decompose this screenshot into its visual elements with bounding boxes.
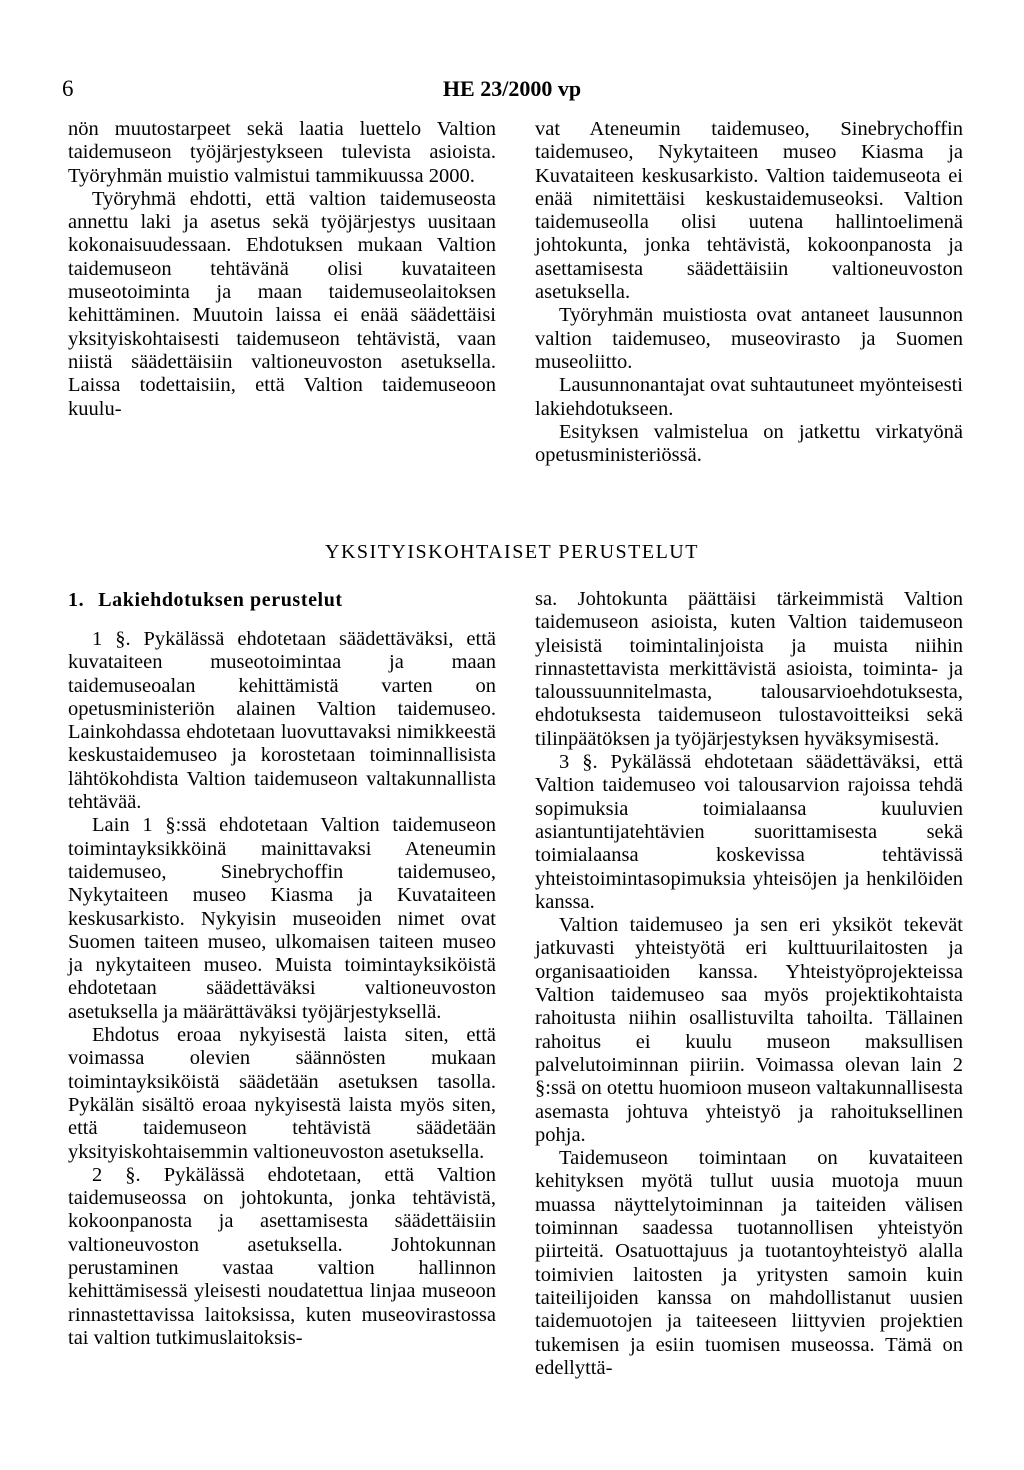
paragraph: Taidemuseon toimintaan on kuvataiteen kehityksen myötä tullut uusia muotoja muun muassa näyttelytoiminnan ja taiteiden välisen toiminnan saadessa tuotannollisen yhteistyön piirteitä. Osatuottajuus ja tuotantoyhteistyö alalla toimivien laitosten ja yritysten samoin kuin taiteilijoiden kanssa on mahdollistanut uusien taidemuotojen ja taiteeseen liittyvien projektien tukemisen ja esiin tuomisen museossa. Tämä on edellyttä- [535, 1147, 963, 1379]
bottom-left-column [68, 588, 496, 1350]
paragraph: Työryhmän muistiosta ovat antaneet lausunnon valtion taidemuseo, museovirasto ja Suomen museoliitto. [535, 304, 963, 373]
paragraph: 1 §. Pykälässä ehdotetaan säädettäväksi, että kuvataiteen museotoimintaa ja maan taidemuseoalan kehittämistä varten on opetusministeriön alainen Valtion taidemuseo. Lainkohdassa ehdotetaan luovuttavaksi nimikkeestä keskustaidemuseo ja korostetaan toiminnallisista lähtökohdista Valtion taidemuseon valtakunnallista tehtävää. [68, 628, 496, 814]
paragraph: nön muutostarpeet sekä laatia luettelo Valtion taidemuseon työjärjestykseen tulevista asioista. Työryhmän muistio valmistui tammikuussa 2000. [68, 118, 496, 187]
subsection-number: 1. [68, 589, 85, 611]
top-left-column [68, 118, 496, 421]
page-number: 6 [62, 76, 74, 101]
paragraph: 3 §. Pykälässä ehdotetaan säädettäväksi, että Valtion taidemuseo voi talousarvion rajoissa tehdä sopimuksia toimialaansa kuuluvien asiantuntijatehtävien suorittamisesta sekä toimialaansa koskevissa tehtävissä yhteistoimintasopimuksia yhteisöjen ja henkilöiden kanssa. [535, 751, 963, 913]
paragraph: Valtion taidemuseo ja sen eri yksiköt tekevät jatkuvasti yhteistyötä eri kulttuurilaitosten ja organisaatioiden kanssa. Yhteistyöprojekteissa Valtion taidemuseo saa myös projektikohtaista rahoitusta niihin osallistuvilta tahoilta. Tällainen rahoitus ei kuulu museon maksullisen palvelutoiminnan piiriin. Voimassa olevan lain 2 §:ssä on otettu huomioon museon valtakunnallisesta asemasta johtuva yhteistyö ja rahoituksellinen pohja. [535, 914, 963, 1146]
paragraph: Esityksen valmistelua on jatkettu virkatyönä opetusministeriössä. [535, 420, 963, 467]
paragraph: sa. Johtokunta päättäisi tärkeimmistä Valtion taidemuseon asioista, kuten Valtion taidemuseon yleisistä toimintalinjoista ja muista niihin rinnastettavista merkittävistä asioista, toiminta- ja taloussuunnitelmasta, talousarvioehdotuksesta, ehdotuksesta taidemuseon tulostavoitteiksi sekä tilinpäätöksen ja työjärjestyksen hyväksymisestä. [535, 588, 963, 750]
subsection-heading [68, 588, 496, 612]
paragraph: Lain 1 §:ssä ehdotetaan Valtion taidemuseon toimintayksikköinä mainittavaksi Ateneumin taidemuseo, Sinebrychoffin taidemuseo, Nykytaiteen museo Kiasma ja Kuvataiteen keskusarkisto. Nykyisin museoiden nimet ovat Suomen taiteen museo, ulkomaisen taiteen museo ja nykytaiteen museo. Muista toimintayksiköistä ehdotetaan säädettäväksi valtioneuvoston asetuksella ja määrättäväksi työjärjestyksellä. [68, 814, 496, 1023]
document-id: HE 23/2000 vp [442, 76, 582, 101]
bottom-right-column [535, 588, 963, 1380]
paragraph: Työryhmä ehdotti, että valtion taidemuseosta annettu laki ja asetus sekä työjärjestys uusitaan kokonaisuudessaan. Ehdotuksen mukaan Valtion taidemuseon tehtävänä olisi kuvataiteen museotoiminta ja maan taidemuseolaitoksen kehittäminen. Muutoin laissa ei enää säädettäisi yksityiskohtaisesti taidemuseon tehtävistä, vaan niistä säädettäisiin valtioneuvoston asetuksella. Laissa todettaisiin, että Valtion taidemuseoon kuulu- [68, 187, 496, 420]
top-right-column [535, 118, 963, 467]
paragraph: Lausunnonantajat ovat suhtautuneet myönteisesti lakiehdotukseen. [535, 374, 963, 420]
paragraph: 2 §. Pykälässä ehdotetaan, että Valtion taidemuseossa on johtokunta, jonka tehtävistä, kokoonpanosta ja asettamisesta säädettäisiin valtioneuvoston asetuksella. Johtokunnan perustaminen vastaa valtion hallinnon kehittämisessä yleisesti noudatettua linjaa museoon rinnastettavissa laitoksissa, kuten museovirastossa tai valtion tutkimuslaitoksis- [68, 1163, 496, 1349]
paragraph: vat Ateneumin taidemuseo, Sinebrychoffin taidemuseo, Nykytaiteen museo Kiasma ja Kuvataiteen keskusarkisto. Valtion taidemuseota ei enää nimitettäisi keskustaidemuseoksi. Valtion taidemuseolla olisi uutena hallintoelimenä johtokunta, jonka tehtävistä, kokoonpanosta ja asettamisesta säädettäisiin valtioneuvoston asetuksella. [535, 118, 963, 304]
paragraph: Ehdotus eroaa nykyisestä laista siten, että voimassa olevien säännösten mukaan toimintayksiköistä säädetään asetuksen tasolla. Pykälän sisältö eroaa nykyisestä laista myös siten, että taidemuseon tehtävistä säädetään yksityiskohtaisemmin valtioneuvoston asetuksella. [68, 1024, 496, 1163]
section-title: YKSITYISKOHTAISET PERUSTELUT [325, 541, 699, 563]
subsection-title: Lakiehdotuksen perustelut [98, 589, 343, 611]
